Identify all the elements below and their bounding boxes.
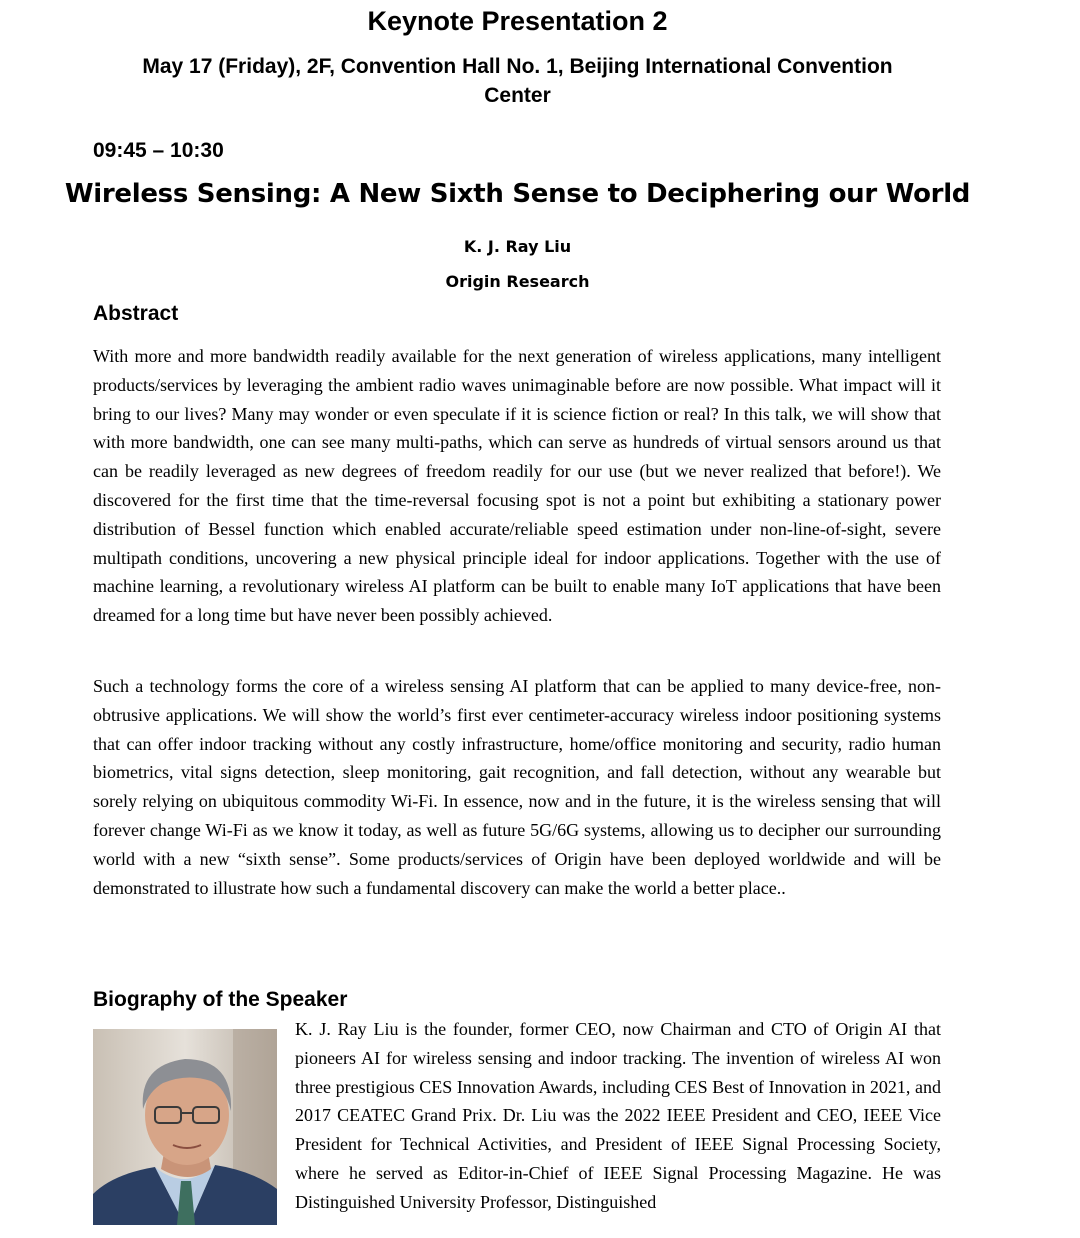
speaker-affiliation: Origin Research (445, 272, 590, 291)
page-title: Keynote Presentation 2 (367, 6, 668, 36)
abstract-paragraph-1: With more and more bandwidth readily available for the next generation of wireless applications, many intelligent products/services by leveraging the ambient radio waves unimaginable before are now possible. What impact will it bring to our lives? Many may wonder or even speculate if it is science fiction or real? In this talk, we will show that with more bandwidth, one can see many multi-paths, which can serve as hundreds of virtual sensors around us that can be readily leveraged as new degrees of freedom readily for our use (but we never realized that before!). We discovered for the first time that the time-reversal focusing spot is not a point but exhibiting a stationary power distribution of Bessel function which enabled accurate/reliable speed estimation under non-line-of-sight, severe multipath conditions, uncovering a new physical principle ideal for indoor applications. Together with the use of machine learning, a revolutionary wireless AI platform can be built to enable many IoT applications that have been dreamed for a long time but have never been possibly achieved. (93, 346, 941, 626)
biography-text: K. J. Ray Liu is the founder, former CEO, now Chairman and CTO of Origin AI that pioneers AI for wireless sensing and indoor tracking. The invention of wireless AI won three prestigious CES Innovation Awards, including CES Best of Innovation in 2021, and 2017 CEATEC Grand Prix. Dr. Liu was the 2022 IEEE President and CEO, IEEE Vice President for Technical Activities, and President of IEEE Signal Processing Society, where he served as Editor-in-Chief of IEEE Signal Processing Magazine. He was Distinguished University Professor, Distinguished (295, 1019, 941, 1212)
talk-title: Wireless Sensing: A New Sixth Sense to Deciphering our World (64, 179, 971, 209)
session-time: 09:45 – 10:30 (93, 139, 224, 162)
speaker-photo (93, 1029, 277, 1225)
abstract-heading: Abstract (93, 302, 179, 325)
speaker-name: K. J. Ray Liu (463, 237, 572, 256)
biography-heading: Biography of the Speaker (93, 988, 348, 1011)
event-venue: May 17 (Friday), 2F, Convention Hall No. 1, Beijing International Convention Center (142, 55, 893, 107)
abstract-paragraph-2: Such a technology forms the core of a wireless sensing AI platform that can be applied to many device-free, non-obtrusive applications. We will show the world’s first ever centimeter-accuracy wireless indoor positioning systems that can offer indoor tracking without any costly infrastructure, home/office monitoring and security, radio human biometrics, vital signs detection, sleep monitoring, gait recognition, and fall detection, without any wearable but sorely relying on ubiquitous commodity Wi-Fi. In essence, now and in the future, it is the wireless sensing that will forever change Wi-Fi as we know it today, as well as future 5G/6G systems, allowing us to decipher our surrounding world with a new “sixth sense”. Some products/services of Origin have been deployed worldwide and will be demonstrated to illustrate how such a fundamental discovery can make the world a better place.. (93, 676, 941, 898)
